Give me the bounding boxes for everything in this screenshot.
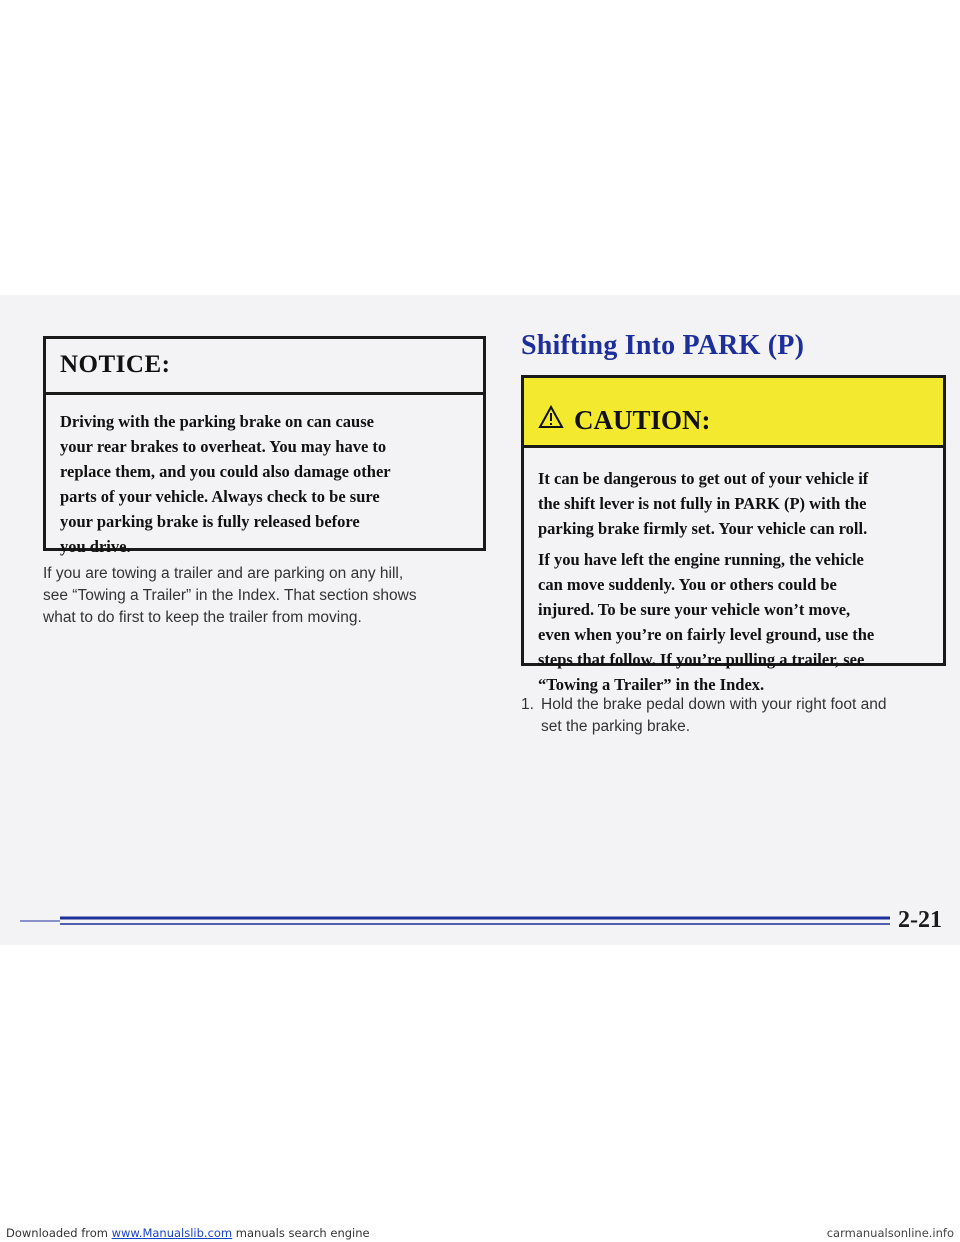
notice-body: Driving with the parking brake on can cause your rear brakes to overheat. You may have to replace them, and you could also damage other parts of your vehicle. Always check to be sure your parking brake is fully released before you drive. (60, 412, 391, 556)
caution-header (524, 378, 943, 448)
warning-triangle-icon (538, 405, 564, 436)
step-number: 1. (521, 696, 534, 713)
caution-heading: CAUTION: (574, 405, 711, 435)
step-text: Hold the brake pedal down with your right foot and set the parking brake. (541, 696, 887, 735)
footer-rule (0, 898, 960, 928)
caution-paragraph-1: It can be dangerous to get out of your vehicle if the shift lever is not fully in PARK (P) with the parking brake firmly set. Your vehicle can roll. (538, 469, 869, 538)
caution-paragraph-2: If you have left the engine running, the vehicle can move suddenly. You or others could be injured. To be sure your vehicle won’t move, even when you’re on fairly level ground, use the steps that follow. If you’re pulling a trailer, see “Towing a Trailer” in the Index. (538, 550, 875, 694)
notice-heading: NOTICE: (46, 339, 483, 395)
notice-box (43, 336, 486, 556)
towing-paragraph: If you are towing a trailer and are parking on any hill, see “Towing a Trailer” in the Index. That section shows what to do first to keep the trailer from moving. (43, 565, 417, 626)
download-prefix: Downloaded from (6, 1226, 112, 1240)
watermark: carmanualsonline.info (826, 1226, 954, 1240)
download-suffix: manuals search engine (232, 1226, 370, 1240)
caution-box (521, 375, 946, 694)
manualslib-link[interactable]: www.Manualslib.com (111, 1226, 233, 1240)
step-item (521, 694, 941, 738)
page-number: 2-21 (898, 907, 942, 933)
download-bar (6, 1226, 370, 1240)
section-title: Shifting Into PARK (P) (521, 330, 805, 361)
caution-body (524, 448, 943, 697)
